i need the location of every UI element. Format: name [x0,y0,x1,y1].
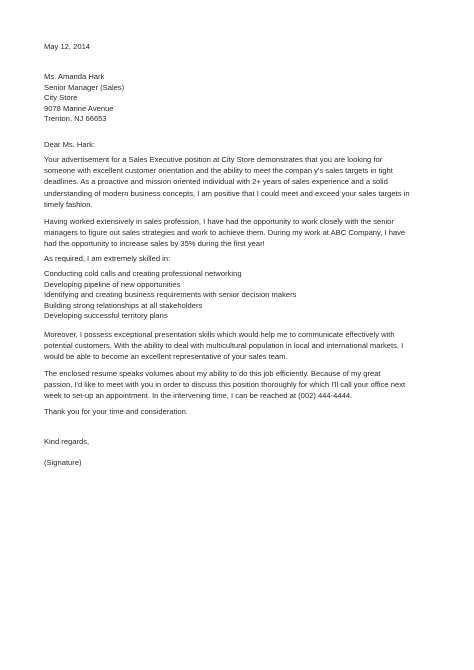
signature [44,458,436,469]
thanks-line [44,407,436,418]
recipient-street: 9078 Marine Avenue [44,103,114,113]
paragraph-line: potential customers. With the ability to deal with multicultural population in local and international markets, I [44,341,404,351]
paragraph-line: deadlines. As a proactive and mission oriented individual with 2+ years of sales experience and a solid [44,177,388,187]
paragraph-line: The enclosed resume speaks volumes about my ability to do this job efficiently. Because of my great [44,369,381,378]
paragraph-line: managers to figure out sales strategies and work to achieve them. During my work at ABC Company, I have [44,228,406,238]
paragraph-line: Your advertisement for a Sales Executive position at City Store demonstrates that you are looking for [44,155,383,164]
paragraph-line: timely fashion. [44,199,93,209]
closing [44,437,436,448]
paragraph-line: Moreover, I possess exceptional presentation skills which would help me to communicate effectively with [44,330,395,339]
paragraph-resume [44,368,436,402]
skill-item: Conducting cold calls and creating professional networking [44,269,242,278]
recipient-name: Ms. Amanda Hark [44,72,105,81]
recipient-city: Trenton, NJ 66653 [44,114,107,123]
signature-text: (Signature) [44,458,82,467]
paragraph-line: Having worked extensively in sales profession, I have had the opportunity to work closely with the senior [44,217,394,226]
paragraph-line: passion, I'd like to meet with you in order to discuss this position thoroughly for which I'll call your office next [44,380,406,390]
paragraph-experience [44,216,436,250]
recipient-title: Senior Manager (Sales) [44,82,125,92]
date-text: May 12, 2014 [44,42,91,51]
skill-item: Identifying and creating business requirements with senior decision makers [44,290,297,299]
skill-item: Developing pipeline of new opportunities [44,279,181,289]
skills-list [44,269,436,322]
skills-intro [44,254,436,265]
paragraph-line: understanding of modern business concepts, I am positive that I could meet and exceed your sales targets in [44,188,410,198]
salutation [44,140,436,151]
recipient-company: City Store [44,93,78,102]
recipient-address [44,72,436,125]
paragraph-line: would be able to become an excellent representative of your sales team. [44,352,288,362]
skills-intro-text: As required, I am extremely skilled in: [44,254,171,263]
paragraph-line: someone with excellent customer orientation and the ability to meet the compan y's sales targets in tight [44,166,393,176]
paragraph-line: week to set-up an appointment. In the intervening time, I can be reached at (002) 444-4444. [44,391,353,401]
paragraph-presentation [44,329,436,363]
closing-text: Kind regards, [44,437,90,446]
salutation-text: Dear Ms. Hark: [44,140,96,149]
thanks-text: Thank you for your time and consideration. [44,407,188,416]
letter-date [44,42,436,53]
paragraph-line: had the opportunity to increase sales by 35% during the first year! [44,239,265,249]
paragraph-introduction [44,154,436,210]
skill-item: Developing successful territory plans [44,311,168,320]
skill-item: Building strong relationships at all stakeholders [44,300,203,310]
